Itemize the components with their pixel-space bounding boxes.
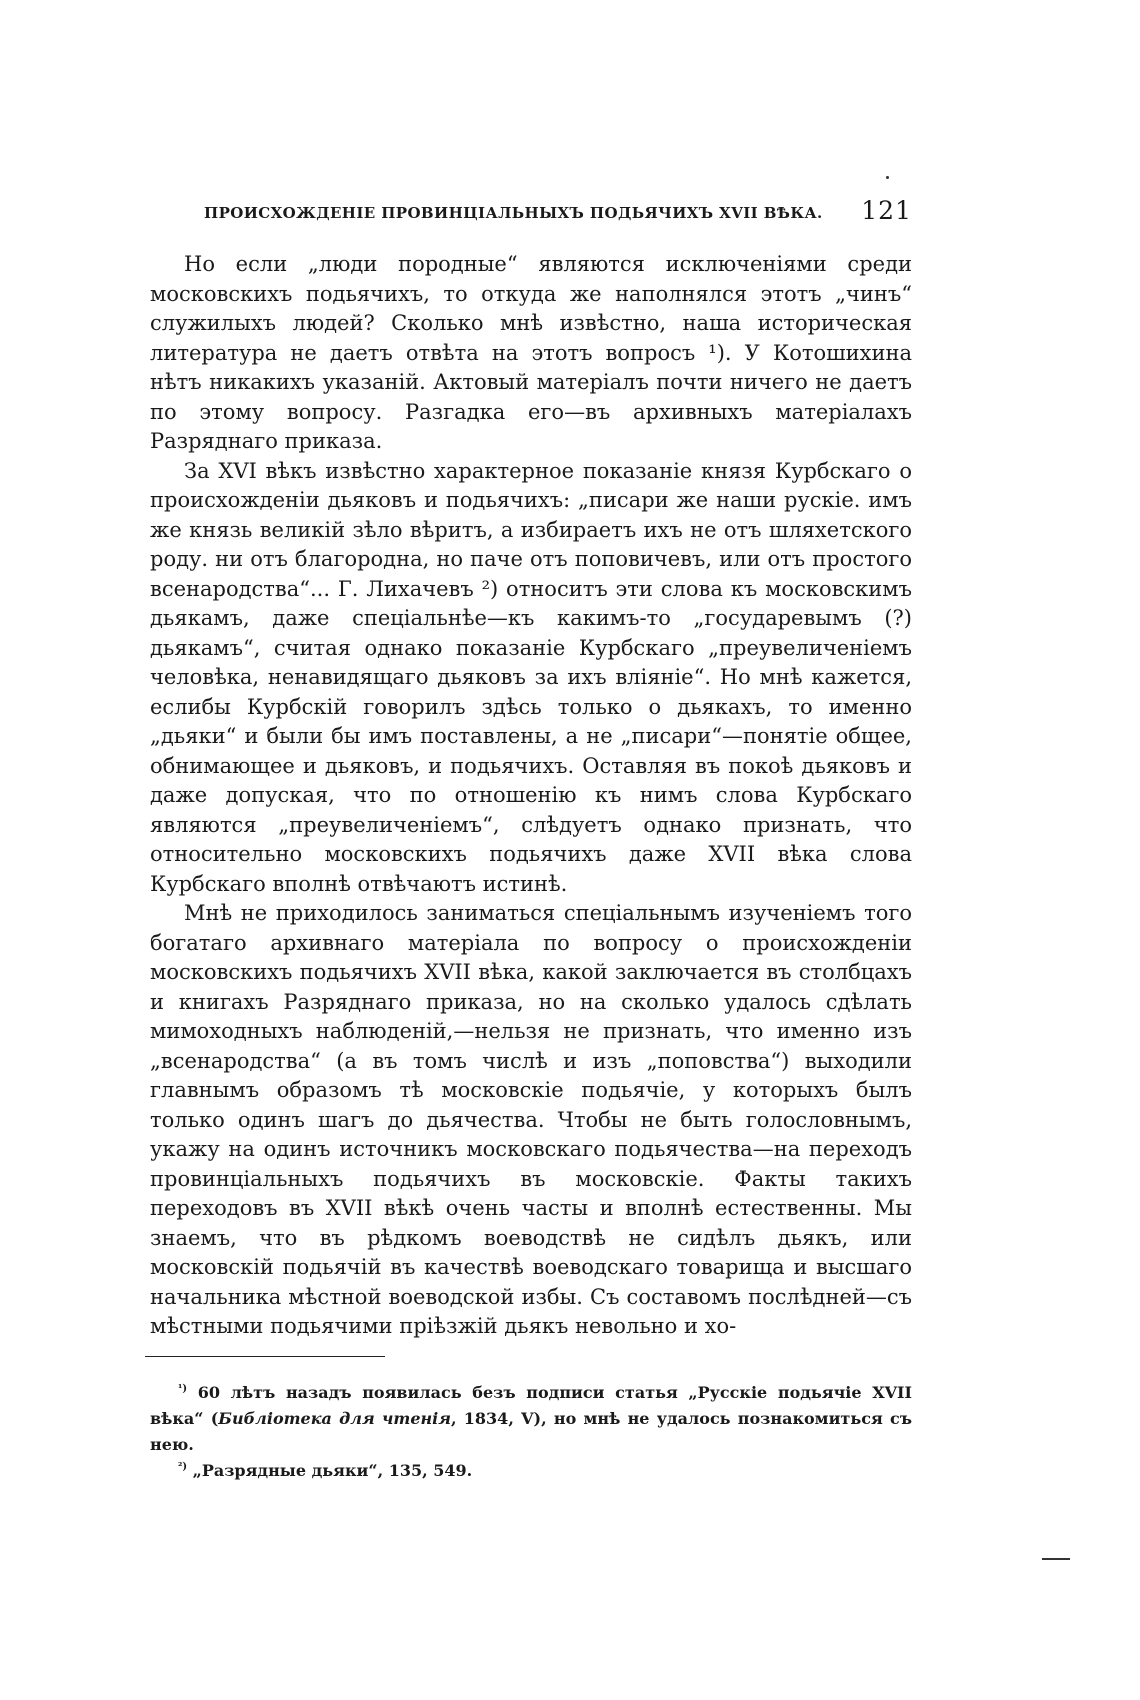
print-speck xyxy=(886,176,889,179)
footnotes xyxy=(150,1380,912,1484)
footnote-divider xyxy=(145,1356,385,1357)
footnote-1-mark: ¹) xyxy=(178,1383,188,1395)
running-head xyxy=(150,196,912,236)
footnote-1-text-b: , 1834, V), но мнѣ не удалось познакомиться съ нею. xyxy=(150,1409,913,1454)
page-number: 121 xyxy=(861,196,912,225)
footnote-2-text: „Разрядные дьяки“, 135, 549. xyxy=(192,1461,473,1480)
margin-dash xyxy=(1042,1558,1070,1560)
footnote-1 xyxy=(150,1380,912,1458)
footnote-2 xyxy=(150,1458,912,1484)
footnote-1-text-a: 60 лѣтъ назадъ появилась безъ подписи статья „Русскіе подьячіе XVII вѣка“ ( xyxy=(150,1383,912,1428)
body-text xyxy=(150,250,912,1342)
footnote-1-journal-title: Библіотека для чтенія xyxy=(218,1409,451,1428)
paragraph-1: Но если „люди породные“ являются исключеніями среди московскихъ подьячихъ, то откуда же наполнялся этотъ „чинъ“ служилыхъ людей? Сколько мнѣ извѣстно, наша историческая литература не даетъ отвѣта на этотъ вопросъ ¹). У Котошихина нѣтъ никакихъ указаній. Актовый матеріалъ почти ничего не даетъ по этому вопросу. Разгадка его—въ архивныхъ матеріалахъ Разряднаго приказа. xyxy=(150,252,912,453)
footnote-2-mark: ²) xyxy=(178,1461,188,1473)
paragraph-3: Мнѣ не приходилось заниматься спеціальнымъ изученіемъ того богатаго архивнаго матеріала по вопросу о происхожденіи московскихъ подьячихъ XVII вѣка, какой заключается въ столбцахъ и книгахъ Разряднаго приказа, но на сколько удалось сдѣлать мимоходныхъ наблюденій,—нельзя не признать, что именно изъ „всенародства“ (а въ томъ числѣ и изъ „поповства“) выходили главнымъ образомъ тѣ московскіе подьячіе, у которыхъ былъ только одинъ шагъ до дьячества. Чтобы не быть голословнымъ, укажу на одинъ источникъ московскаго подьячества—на переходъ провинціальныхъ подьячихъ въ московскіе. Факты такихъ переходовъ въ XVII вѣкѣ очень часты и вполнѣ естественны. Мы знаемъ, что въ рѣдкомъ воеводствѣ не сидѣлъ дьякъ, или московскій подьячій въ качествѣ воеводскаго товарища и высшаго начальника мѣстной воеводской избы. Съ составомъ послѣдней—съ мѣстными подьячими пріѣзжій дьякъ невольно и хо- xyxy=(150,901,912,1338)
running-title: ПРОИСХОЖДЕНІЕ ПРОВИНЦІАЛЬНЫХЪ ПОДЬЯЧИХЪ XVII ВѢКА. xyxy=(204,204,823,222)
paragraph-2: За XVI вѣкъ извѣстно характерное показаніе князя Курбскаго о происхожденіи дьяковъ и подьячихъ: „писари же наши рускіе. имъ же князь великій зѣло вѣритъ, а избираетъ ихъ не отъ шляхетского роду. ни отъ благородна, но паче отъ поповичевъ, или отъ простого всенародства“... Г. Лихачевъ ²) относитъ эти слова къ московскимъ дьякамъ, даже спеціальнѣе—къ какимъ-то „государевымъ (?) дьякамъ“, считая однако показаніе Курбскаго „преувеличеніемъ человѣка, ненавидящаго дьяковъ за ихъ вліяніе“. Но мнѣ кажется, еслибы Курбскій говорилъ здѣсь только о дьякахъ, то именно „дьяки“ и были бы имъ поставлены, а не „писари“—понятіе общее, обнимающее и дьяковъ, и подьячихъ. Оставляя въ покоѣ дьяковъ и даже допуская, что по отношенію къ нимъ слова Курбскаго являются „преувеличеніемъ“, слѣдуетъ однако признать, что относительно московскихъ подьячихъ даже XVII вѣка слова Курбскаго вполнѣ отвѣчаютъ истинѣ. xyxy=(150,458,912,896)
